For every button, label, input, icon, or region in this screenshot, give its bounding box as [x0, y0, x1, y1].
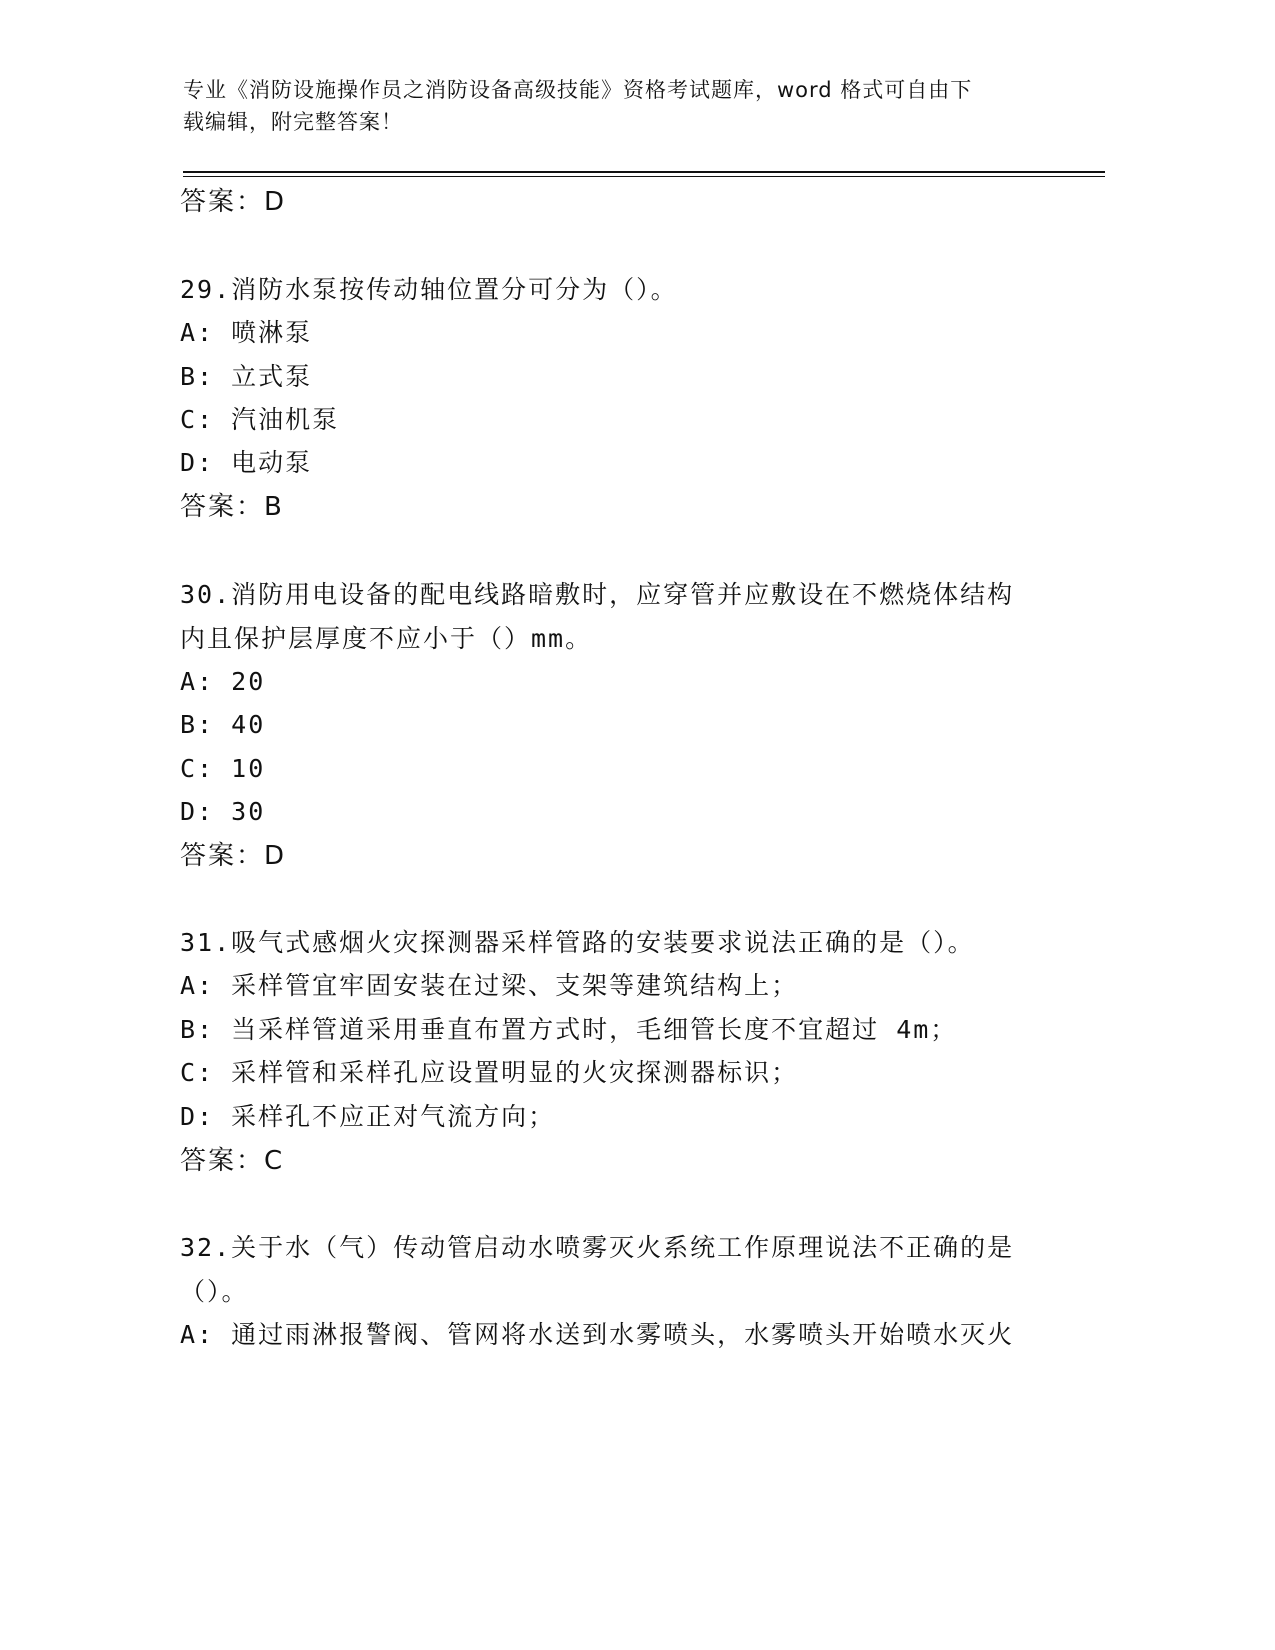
question-text: 31.吸气式感烟火灾探测器采样管路的安装要求说法正确的是（）。 — [180, 928, 975, 957]
answer-29: 答案：B — [180, 492, 284, 522]
option-b: B: 当采样管道采用垂直布置方式时，毛细管长度不宜超过 4m； — [180, 1015, 958, 1044]
answer-31: 答案：C — [180, 1146, 285, 1176]
option-a: A: 喷淋泵 — [180, 318, 313, 347]
option-a: A: 20 — [180, 667, 266, 696]
answer-30: 答案：D — [180, 841, 287, 871]
question-text: （）。 — [180, 1277, 249, 1306]
header-divider-thin — [183, 176, 1105, 177]
option-c: C: 汽油机泵 — [180, 405, 340, 434]
option-d: D: 电动泵 — [180, 448, 313, 477]
question-31 — [180, 921, 1040, 965]
question-29 — [180, 268, 1040, 312]
option-c: C: 采样管和采样孔应设置明显的火灾探测器标识； — [180, 1058, 799, 1087]
document-header — [183, 74, 1063, 138]
option-b: B: 40 — [180, 710, 266, 739]
header-divider — [183, 171, 1105, 173]
option-b: B: 立式泵 — [180, 362, 313, 391]
header-line-2: 载编辑，附完整答案！ — [183, 110, 403, 134]
question-text: 30.消防用电设备的配电线路暗敷时，应穿管并应敷设在不燃烧体结构 — [180, 580, 1015, 609]
answer-28: 答案：D — [180, 187, 287, 217]
option-c: C: 10 — [180, 754, 266, 783]
question-32 — [180, 1226, 1040, 1314]
option-d: D: 30 — [180, 797, 266, 826]
option-d: D: 采样孔不应正对气流方向； — [180, 1102, 556, 1131]
question-text: 32.关于水（气）传动管启动水喷雾灭火系统工作原理说法不正确的是 — [180, 1233, 1015, 1262]
question-text: 内且保护层厚度不应小于（）mm。 — [180, 624, 593, 653]
question-30 — [180, 573, 1040, 661]
question-text: 29.消防水泵按传动轴位置分可分为（）。 — [180, 275, 678, 304]
header-line-1: 专业《消防设施操作员之消防设备高级技能》资格考试题库，word 格式可自由下 — [183, 78, 973, 102]
option-a: A: 采样管宜牢固安装在过梁、支架等建筑结构上； — [180, 971, 799, 1000]
option-a: A: 通过雨淋报警阀、管网将水送到水雾喷头，水雾喷头开始喷水灭火 — [180, 1320, 1015, 1349]
